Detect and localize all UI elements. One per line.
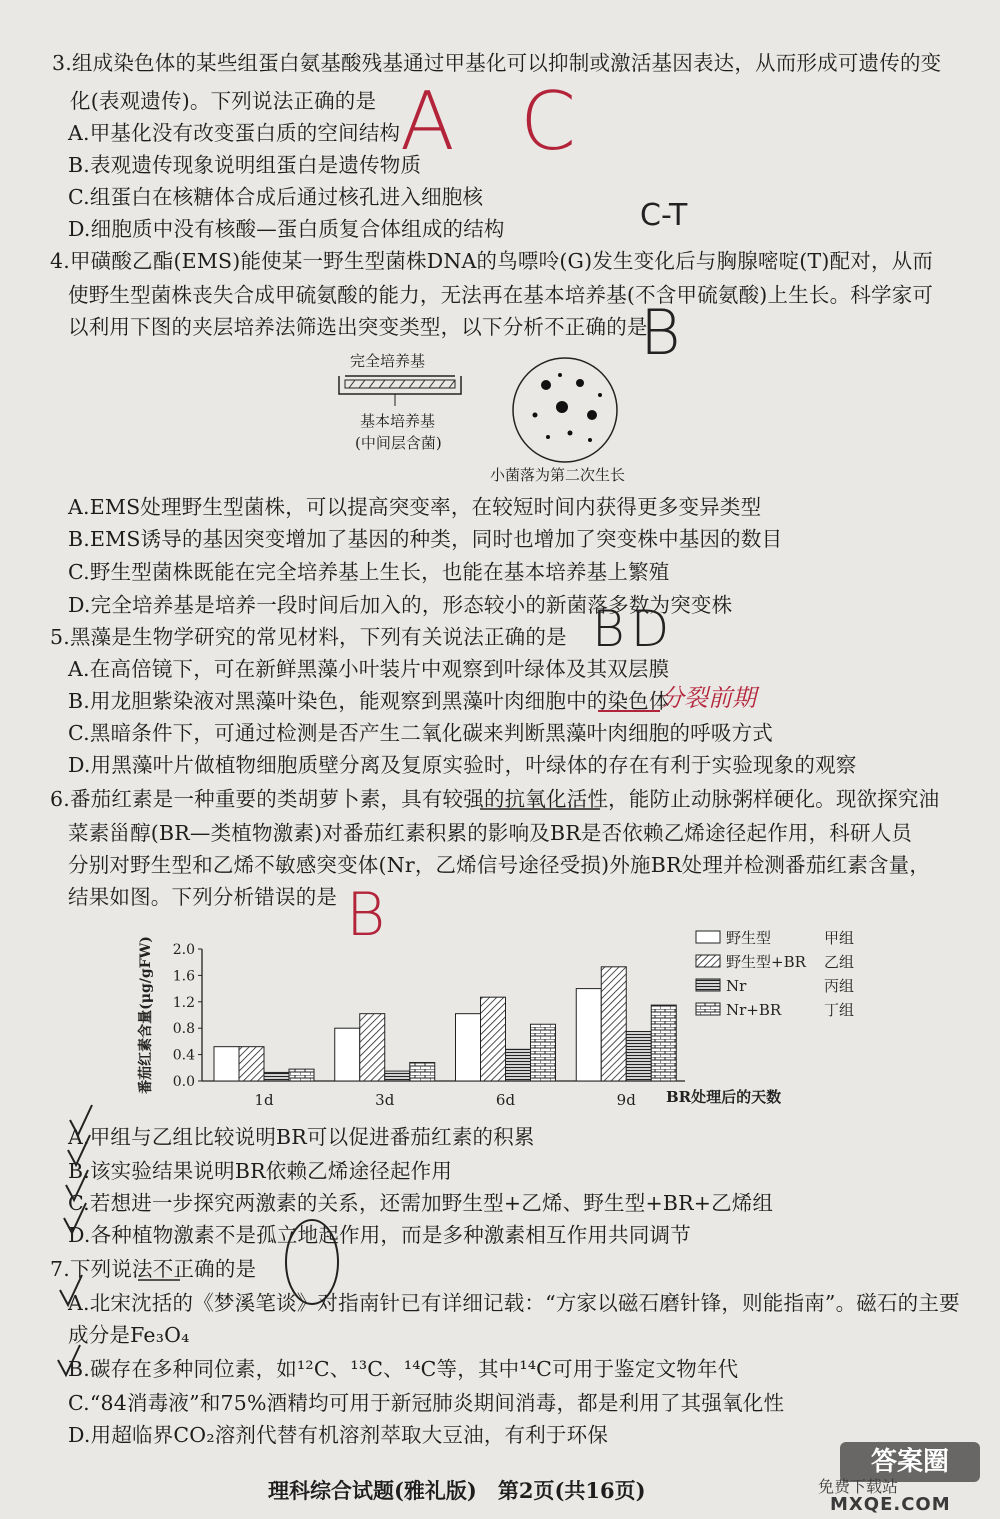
colony-small [558, 373, 562, 377]
q5-option-d: D.用黑藻叶片做植物细胞质壁分离及复原实验时，叶绿体的存在有利于实验现象的观察 [68, 753, 857, 777]
legend-group: 乙组 [824, 953, 855, 971]
q7-option-b: B.碳存在多种同位素，如¹²C、¹³C、¹⁴C等，其中¹⁴C可用于鉴定文物年代 [68, 1357, 739, 1381]
colony-large [576, 379, 584, 387]
q6-option-a: A.甲组与乙组比较说明BR可以促进番茄红素的积累 [68, 1125, 535, 1149]
q7-stem: 7.下列说法不正确的是 [50, 1257, 257, 1281]
legend-group: 丁组 [824, 1001, 855, 1019]
q3-option-d: D.细胞质中没有核酸—蛋白质复合体组成的结构 [68, 217, 505, 241]
lycopene-bar-chart [130, 925, 855, 1125]
x-tick-label: 9d [616, 1091, 636, 1109]
y-tick-label: 0.0 [172, 1074, 195, 1090]
q7-option-d: D.用超临界CO₂溶剂代替有机溶剂萃取大豆油，有利于环保 [68, 1423, 609, 1447]
q6-option-d: D.各种植物激素不是孤立地起作用，而是多种激素相互作用共同调节 [68, 1223, 691, 1247]
q4-option-b: B.EMS诱导的基因突变增加了基因的种类，同时也增加了突变株中基因的数目 [68, 527, 783, 551]
bar [481, 997, 506, 1081]
handwritten-answer-q3: A C [400, 75, 597, 168]
colony-small [598, 393, 602, 397]
q3-option-c: C.组蛋白在核糖体合成后通过核孔进入细胞核 [68, 185, 484, 209]
legend-swatch [696, 955, 720, 967]
bar [601, 967, 626, 1081]
legend-group: 甲组 [824, 929, 855, 947]
y-tick-label: 2.0 [172, 942, 195, 958]
q3-stem-line1: 3.组成染色体的某些组蛋白氨基酸残基通过甲基化可以抑制或激活基因表达，从而形成可遗传的变 [52, 51, 942, 75]
bar [531, 1024, 556, 1081]
q5-stem: 5.黑藻是生物学研究的常见材料，下列有关说法正确的是 [50, 625, 567, 649]
layered-culture-dish-diagram [335, 372, 465, 408]
y-axis-label: 番茄红素含量(μg/gFW) [138, 936, 154, 1094]
bar [385, 1071, 410, 1081]
bar [410, 1063, 435, 1081]
q7-option-a-line2: 成分是Fe₃O₄ [68, 1323, 190, 1347]
bar [214, 1047, 239, 1081]
bar [264, 1072, 289, 1081]
petri-dish-colonies [510, 355, 620, 465]
q6-stem-line4: 结果如图。下列分析错误的是 [68, 885, 338, 909]
diagram-label-basic-medium: 基本培养基 [360, 412, 436, 430]
bar [239, 1047, 264, 1081]
handwritten-answer-q4: B [640, 296, 681, 369]
bar [360, 1014, 385, 1081]
legend-swatch [696, 931, 720, 943]
legend-swatch [696, 979, 720, 991]
colony-large [587, 410, 597, 420]
q7-option-c: C.“84消毒液”和75%酒精均可用于新冠肺炎期间消毒，都是利用了其强氧化性 [68, 1391, 785, 1415]
y-tick-label: 0.4 [172, 1047, 195, 1064]
q4-stem-line1: 4.甲磺酸乙酯(EMS)能使某一野生型菌株DNA的鸟嘌呤(G)发生变化后与胸腺嘧啶(T)配对，从而 [50, 249, 934, 273]
colony-small [546, 435, 550, 439]
colony-small [568, 431, 573, 436]
y-tick-label: 1.6 [172, 968, 195, 985]
x-tick-label: 1d [254, 1091, 274, 1109]
q6-stem-line2: 菜素甾醇(BR—类植物激素)对番茄红素积累的影响及BR是否依赖乙烯途径起作用，科研人员 [68, 821, 913, 845]
x-tick-label: 6d [495, 1091, 516, 1109]
q4-option-a: A.EMS处理野生型菌株，可以提高突变率，在较短时间内获得更多变异类型 [68, 495, 762, 519]
diagram-label-complete-medium: 完全培养基 [350, 352, 426, 370]
bar [506, 1049, 531, 1081]
q4-option-c: C.野生型菌株既能在完全培养基上生长，也能在基本培养基上繁殖 [68, 560, 670, 584]
bar [626, 1032, 651, 1082]
y-tick-label: 0.8 [172, 1021, 195, 1038]
q4-stem-line2: 使野生型菌株丧失合成甲硫氨酸的能力，无法再在基本培养基(不含甲硫氨酸)上生长。科学家可 [68, 283, 934, 307]
q3-stem-line2: 化(表观遗传)。下列说法正确的是 [70, 89, 377, 113]
colony-large [556, 401, 568, 413]
diagram-label-middle-layer: (中间层含菌) [355, 434, 442, 452]
handwritten-note-q5: 分裂前期 [660, 684, 756, 712]
watermark-logo: 答案圈 [840, 1442, 980, 1482]
legend-label: 野生型+BR [726, 953, 806, 971]
bar [576, 989, 601, 1081]
q6-stem-line3: 分别对野生型和乙烯不敏感突变体(Nr，乙烯信号途径受损)外施BR处理并检测番茄红素含量， [68, 853, 931, 877]
q5-option-c: C.黑暗条件下，可通过检测是否产生二氧化碳来判断黑藻叶肉细胞的呼吸方式 [68, 721, 773, 745]
q5-option-b: B.用龙胆紫染液对黑藻叶染色，能观察到黑藻叶肉细胞中的染色体 [68, 689, 670, 713]
q4-option-d: D.完全培养基是培养一段时间后加入的，形态较小的新菌落多数为突变株 [68, 593, 733, 617]
bar [651, 1005, 676, 1081]
page-footer: 理科综合试题(雅礼版) 第2页(共16页) [268, 1478, 646, 1503]
q3-option-b: B.表观遗传现象说明组蛋白是遗传物质 [68, 153, 422, 177]
bar [456, 1014, 481, 1081]
q6-option-b: B.该实验结果说明BR依赖乙烯途径起作用 [68, 1159, 453, 1183]
bar [289, 1069, 314, 1081]
colony-small [533, 413, 538, 418]
legend-label: 野生型 [726, 929, 772, 947]
q3-option-a: A.甲基化没有改变蛋白质的空间结构 [68, 121, 401, 145]
colony-small [588, 438, 592, 442]
legend-label: Nr+BR [726, 1001, 782, 1019]
legend-group: 丙组 [824, 977, 855, 995]
handwritten-answer-q6: B [346, 880, 386, 950]
q7-option-a-line1: A.北宋沈括的《梦溪笔谈》对指南针已有详细记载：“方家以磁石磨针锋，则能指南”。磁石的主要 [68, 1291, 960, 1315]
handwritten-answer-q5: BD [592, 600, 676, 658]
x-tick-label: 3d [375, 1091, 395, 1109]
y-tick-label: 1.2 [172, 994, 195, 1011]
handwritten-note-ct: C-T [640, 198, 688, 233]
q6-stem-line1: 6.番茄红素是一种重要的类胡萝卜素，具有较强的抗氧化活性，能防止动脉粥样硬化。现欲探究油 [50, 787, 940, 811]
colony-large [541, 380, 551, 390]
watermark-caption: 免费下载站 [818, 1477, 899, 1496]
q4-stem-line3: 以利用下图的夹层培养法筛选出突变类型，以下分析不正确的是 [68, 315, 648, 339]
x-axis-label: BR处理后的天数 [666, 1088, 782, 1106]
bar [335, 1028, 360, 1081]
watermark-url: MXQE.COM [830, 1494, 951, 1515]
legend-swatch [696, 1003, 720, 1015]
diagram-caption-small-colonies: 小菌落为第二次生长 [490, 466, 626, 484]
legend-label: Nr [726, 977, 747, 995]
dish-bottom [339, 376, 461, 394]
q6-option-c: C.若想进一步探究两激素的关系，还需加野生型+乙烯、野生型+BR+乙烯组 [68, 1191, 774, 1215]
q5-option-a: A.在高倍镜下，可在新鲜黑藻小叶装片中观察到叶绿体及其双层膜 [68, 657, 670, 681]
